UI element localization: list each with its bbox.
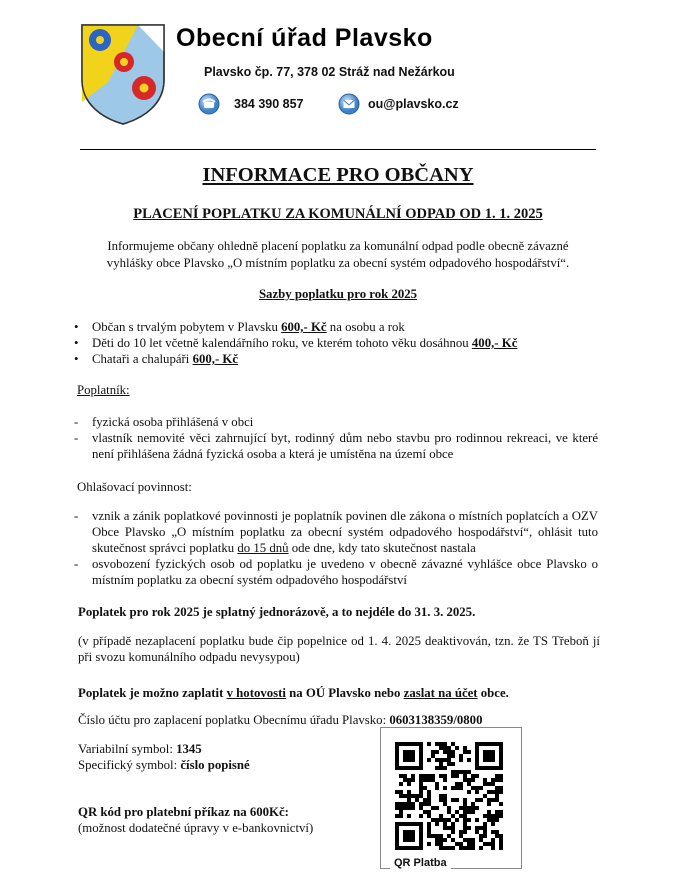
phone-contact — [198, 93, 304, 115]
rate-amount: 600,- Kč — [281, 320, 327, 334]
specific-symbol: Specifický symbol: číslo popisné — [78, 758, 250, 772]
qr-heading: QR kód pro platební příkaz na 600Kč: — [78, 805, 289, 819]
account-number: 0603138359/0800 — [389, 713, 483, 727]
header-divider — [80, 149, 596, 150]
nonpayment-notice: (v případě nezaplacení poplatku bude čip popelnice od 1. 4. 2025 deaktivován, tzn. že TS Třeboň jí při svozu komunálního odpadu nevysypou) — [78, 634, 600, 664]
rates-heading: Sazby poplatku pro rok 2025 — [258, 287, 418, 301]
rate-item-cottagers: • Chataři a chalupáři 600,- Kč — [74, 351, 614, 367]
rate-item-resident: • Občan s trvalým pobytem v Plavsku 600,- Kč na osobu a rok — [74, 319, 614, 335]
payment-options: Poplatek je možno zaplatit v hotovosti na OÚ Plavsko nebo zaslat na účet obce. — [78, 686, 509, 700]
account-line: Číslo účtu pro zaplacení poplatku Obecnímu úřadu Plavsko: 0603138359/0800 — [78, 713, 483, 727]
due-date-notice: Poplatek pro rok 2025 je splatný jednorázově, a to nejdéle do 31. 3. 2025. — [78, 605, 476, 619]
rate-amount: 400,- Kč — [471, 336, 518, 350]
qr-code — [395, 742, 503, 850]
page-title: INFORMACE PRO OBČANY — [202, 164, 474, 186]
qr-label: QR Platba — [390, 857, 451, 869]
intro-paragraph: Informujeme občany ohledně placení poplatku za komunální odpad podle obecně závazné vyhlášky obce Plavsko „O místním poplatku za obecní systém odpadového hospodářství“. — [106, 239, 570, 270]
qr-note: (možnost dodatečné úpravy v e-bankovnictví) — [78, 821, 314, 835]
payer-list — [74, 414, 598, 462]
list-item: - vznik a zánik poplatkové povinnosti je poplatník povinen dle zákona o místních poplatcích a OZV Obce Plavsko „O místním poplatku za obecní systém odpadového hospodářství“, ohlásit tuto skutečnost správci poplatku do 15 dnů ode dne, kdy tato skutečnost nastala — [74, 508, 598, 556]
variable-symbol: Variabilní symbol: 1345 — [78, 742, 202, 756]
list-item: - vlastník nemovité věci zahrnující byt, rodinný dům nebo stavbu pro rodinnou rekreaci, ve které není přihlášena žádná fyzická osoba a která je umístěna na území obce — [74, 430, 598, 462]
page-subtitle: PLACENÍ POPLATKU ZA KOMUNÁLNÍ ODPAD OD 1. 1. 2025 — [133, 206, 543, 222]
rates-list — [74, 319, 614, 367]
phone-icon — [198, 93, 220, 115]
list-item: - fyzická osoba přihlášená v obci — [74, 414, 598, 430]
office-address: Plavsko čp. 77, 378 02 Stráž nad Nežárkou — [204, 65, 455, 79]
email-address[interactable]: ou@plavsko.cz — [368, 97, 459, 111]
coat-of-arms-logo — [78, 22, 168, 126]
email-contact — [338, 93, 459, 115]
payer-heading: Poplatník: — [77, 383, 130, 397]
envelope-icon — [338, 93, 360, 115]
office-name: Obecní úřad Plavsko — [176, 24, 433, 52]
deadline: do 15 dnů — [237, 541, 289, 555]
duty-list — [74, 508, 598, 588]
payment-cash: v hotovosti — [226, 686, 286, 700]
phone-number: 384 390 857 — [234, 97, 304, 111]
payment-transfer: zaslat na účet — [403, 686, 478, 700]
rate-amount: 600,- Kč — [192, 352, 239, 366]
rate-item-children: • Děti do 10 let včetně kalendářního roku, ve kterém tohoto věku dosáhnou 400,- Kč — [74, 335, 614, 351]
duty-heading: Ohlašovací povinnost: — [77, 480, 192, 494]
list-item: - osvobození fyzických osob od poplatku je uvedeno v obecně závazné vyhlášce obce Plavsko o místním poplatku za obecní systém odpadového hospodářství — [74, 556, 598, 588]
